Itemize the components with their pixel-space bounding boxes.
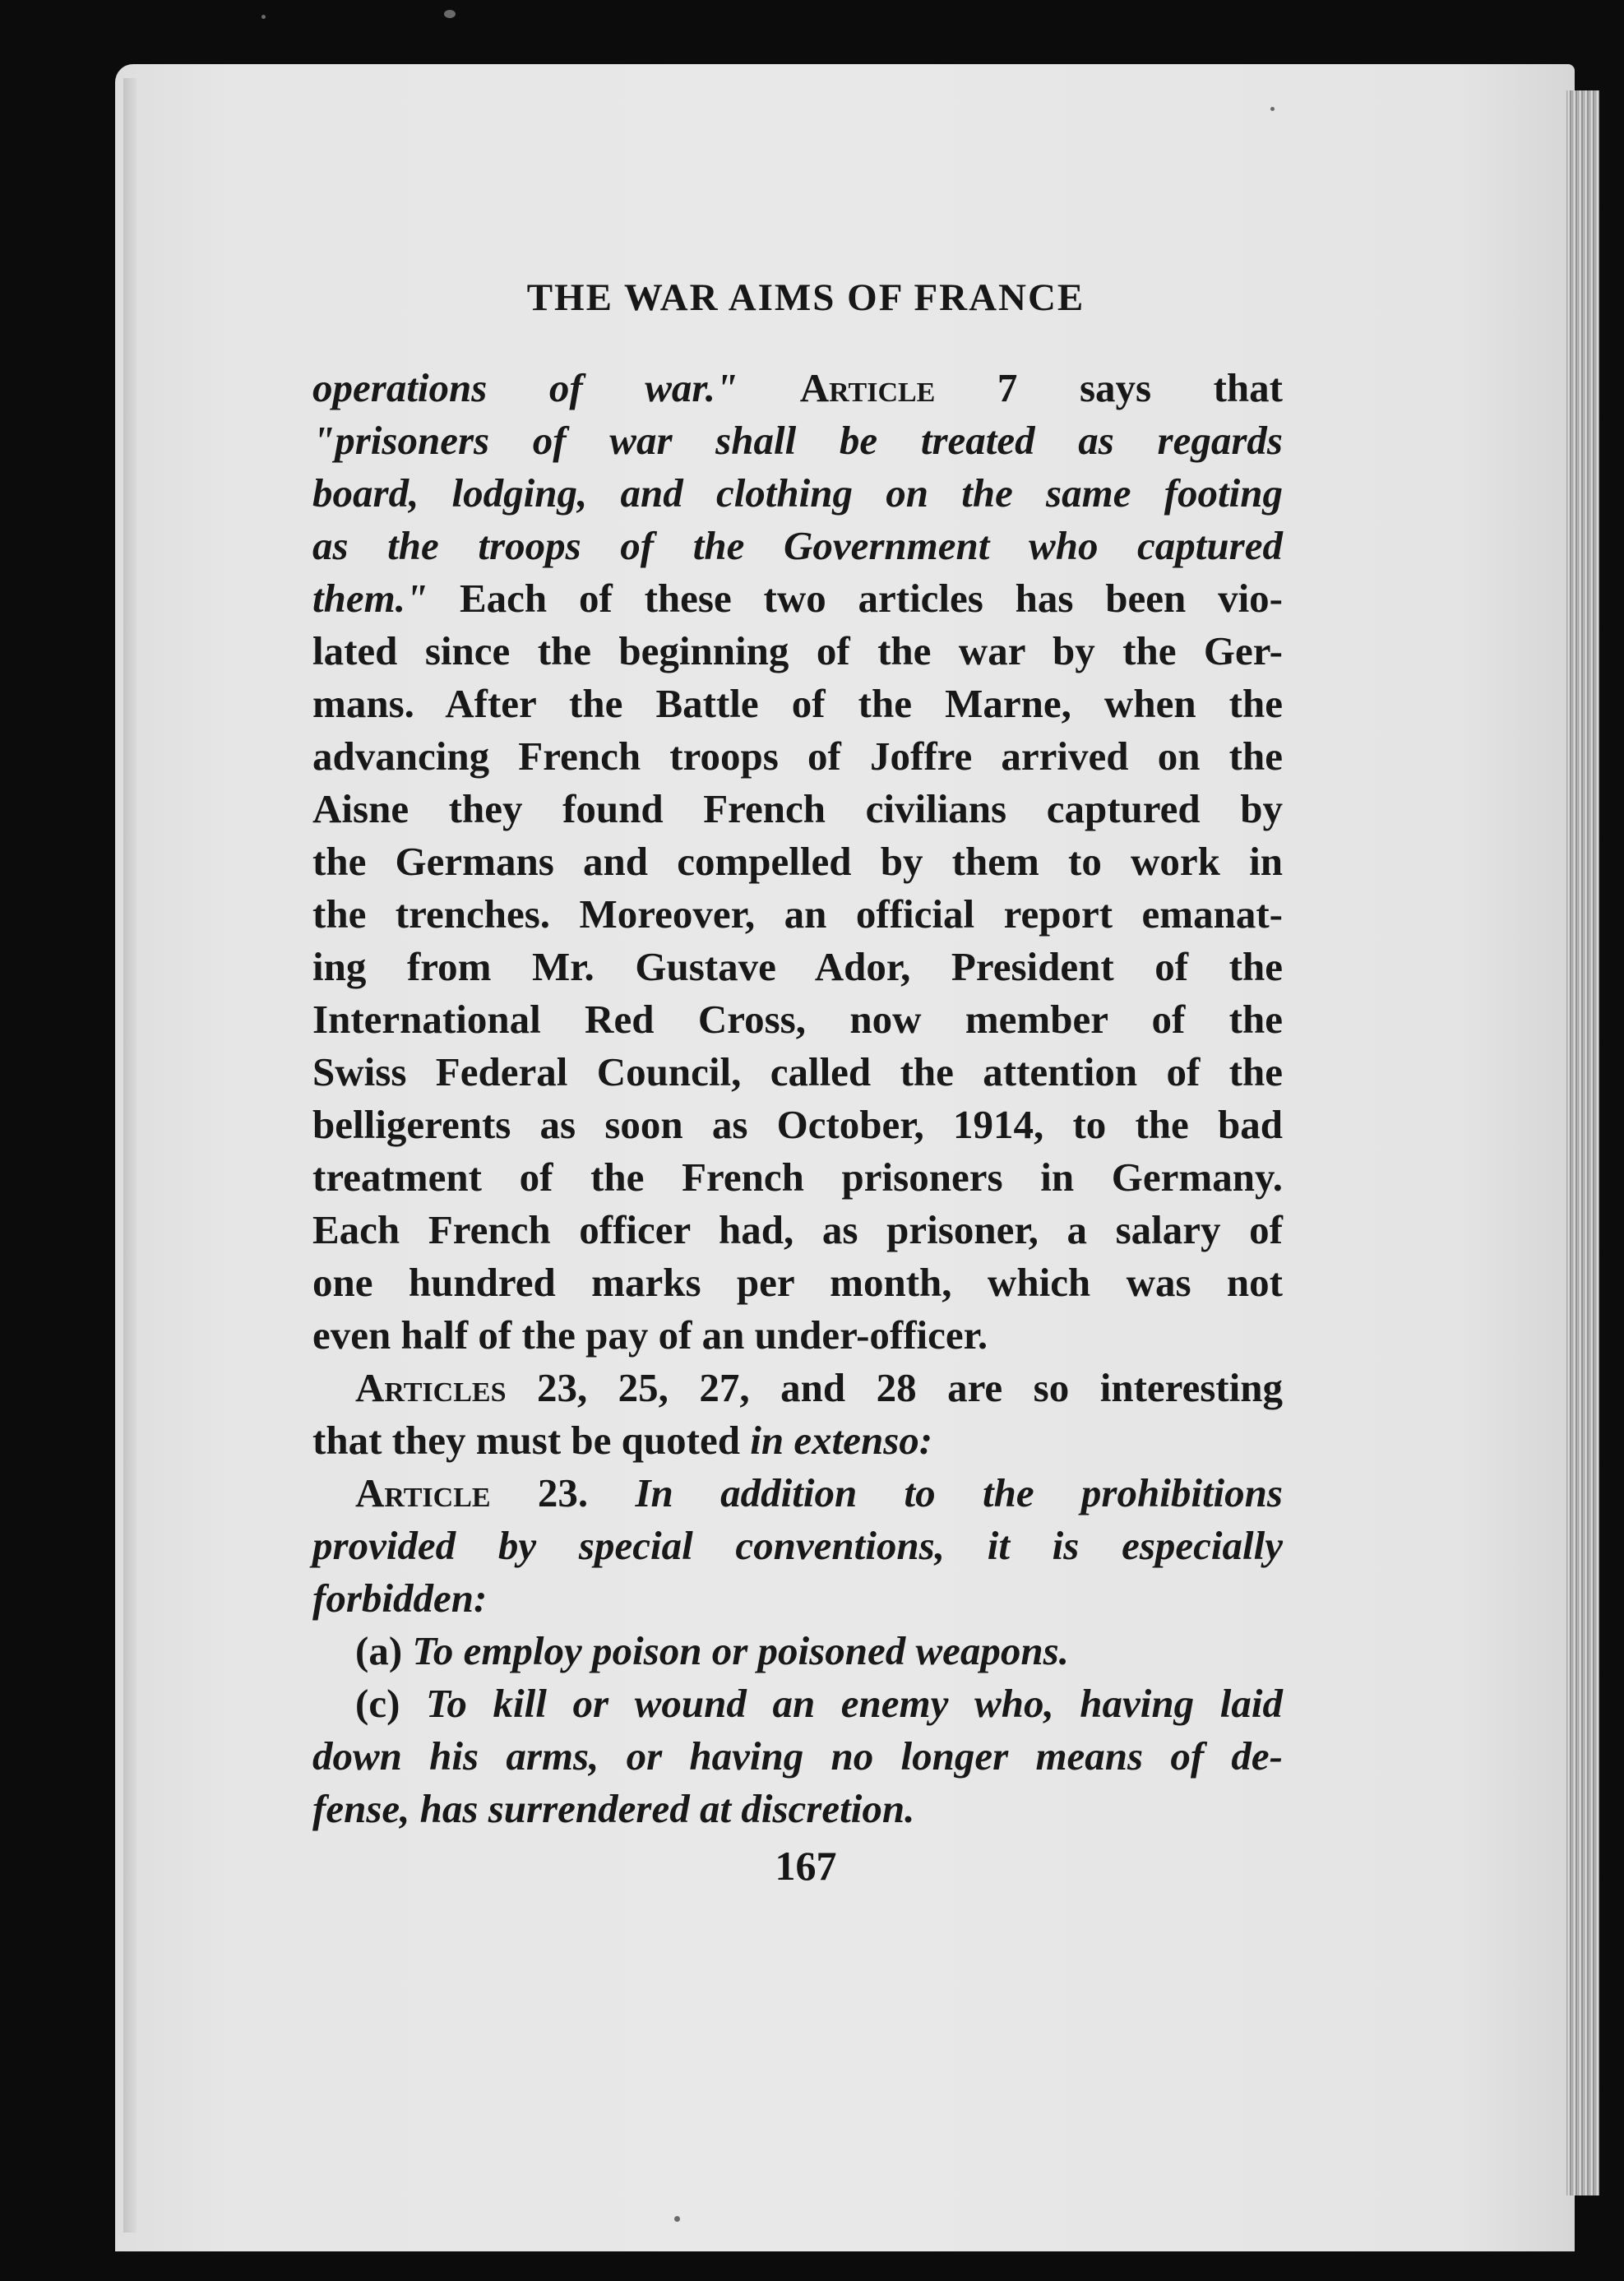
italic-run: To employ poison or poisoned weapons. [412, 1628, 1069, 1673]
italic-run: operations of war." [312, 365, 800, 410]
italic-run: In addition to the prohibitions [635, 1470, 1283, 1515]
text-run: 23, 25, 27, and 28 are so interesting [506, 1365, 1283, 1410]
dust-speck [674, 2216, 680, 2222]
text-run: 7 says that [935, 365, 1284, 410]
page-gutter [123, 78, 136, 2232]
text-run: lated since the beginning of the war by the Ger- [312, 628, 1283, 673]
text-run: advancing French troops of Joffre arrived on the [312, 733, 1283, 779]
text-line [312, 1256, 1283, 1309]
dust-speck [444, 10, 456, 18]
text-run: even half of the pay of an under-officer. [312, 1312, 988, 1358]
dust-speck [261, 15, 266, 19]
text-line [312, 1572, 1283, 1625]
italic-run: forbidden: [312, 1575, 488, 1621]
text-line [312, 1625, 1283, 1677]
text-line [312, 993, 1283, 1046]
italic-run: down his arms, or having no longer means of de- [312, 1733, 1283, 1779]
small-caps-run: Articles [355, 1365, 507, 1410]
text-run: Swiss Federal Council, called the attention of the [312, 1049, 1283, 1094]
text-line [312, 1467, 1283, 1520]
text-line [312, 1204, 1283, 1256]
text-line [312, 1046, 1283, 1099]
text-line [312, 678, 1283, 730]
italic-run: fense, has surrendered at discretion. [312, 1786, 915, 1831]
text-run: (a) [355, 1628, 413, 1673]
text-line [312, 1099, 1283, 1151]
running-head: THE WAR AIMS OF FRANCE [526, 276, 1085, 319]
text-run: mans. After the Battle of the Marne, when the [312, 681, 1283, 726]
text-run: one hundred marks per month, which was not [312, 1260, 1283, 1305]
text-line [312, 1309, 1283, 1362]
text-run: 23. [490, 1470, 636, 1515]
text-run: belligerents as soon as October, 1914, to the bad [312, 1102, 1283, 1147]
text-run: Each French officer had, as prisoner, a salary of [312, 1207, 1283, 1252]
italic-run: them." [312, 576, 428, 621]
page-number: 167 [775, 1843, 837, 1889]
body-text [312, 362, 1283, 1835]
text-run: ing from Mr. Gustave Ador, President of the [312, 944, 1283, 989]
text-line [312, 362, 1283, 414]
text-line [312, 1677, 1283, 1730]
small-caps-run: Article [355, 1470, 491, 1515]
text-line [312, 941, 1283, 993]
italic-run: board, lodging, and clothing on the same footing [312, 470, 1283, 516]
text-line [312, 520, 1283, 572]
italic-run: provided by special conventions, it is especially [312, 1523, 1283, 1568]
text-line [312, 1730, 1283, 1783]
dust-speck [1270, 107, 1275, 111]
text-run: (c) [355, 1681, 426, 1726]
text-line [312, 730, 1283, 783]
text-run: the Germans and compelled by them to work in [312, 839, 1283, 884]
italic-run: To kill or wound an enemy who, having laid [426, 1681, 1284, 1726]
text-line [312, 414, 1283, 467]
text-run: that they must be quoted [312, 1418, 751, 1463]
text-run: Aisne they found French civilians captured by [312, 786, 1283, 831]
text-line [312, 1520, 1283, 1572]
page-edges [1566, 90, 1599, 2195]
text-line [312, 1362, 1283, 1414]
text-line [312, 783, 1283, 835]
small-caps-run: Article [799, 365, 936, 410]
italic-run: "prisoners of war shall be treated as regards [312, 418, 1283, 463]
text-run: Each of these two articles has been vio- [428, 576, 1283, 621]
text-line [312, 835, 1283, 888]
text-line [312, 467, 1283, 520]
text-line [312, 625, 1283, 678]
text-line [312, 1151, 1283, 1204]
text-run: International Red Cross, now member of the [312, 997, 1283, 1042]
text-run: treatment of the French prisoners in Germany. [312, 1154, 1283, 1200]
italic-run: in extenso: [750, 1418, 933, 1463]
italic-run: as the troops of the Government who captured [312, 523, 1283, 568]
text-line [312, 572, 1283, 625]
text-line [312, 1414, 1283, 1467]
text-line [312, 888, 1283, 941]
text-run: the trenches. Moreover, an official report emanat- [312, 891, 1283, 937]
text-line [312, 1783, 1283, 1835]
